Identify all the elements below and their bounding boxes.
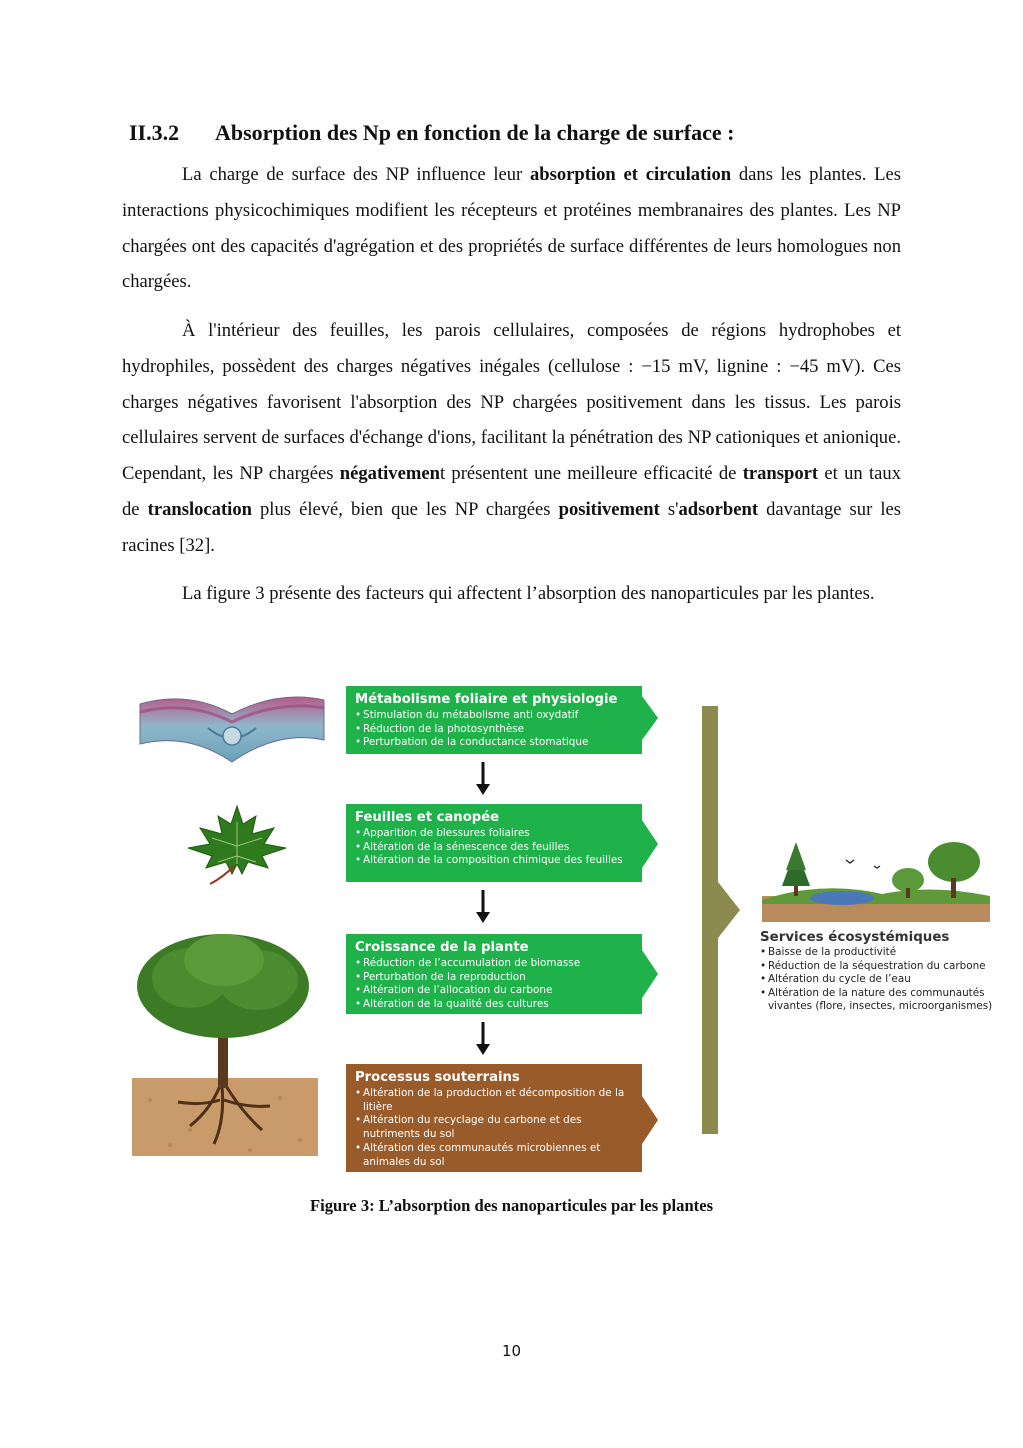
box-item: • Stimulation du métabolisme anti oxydatif <box>355 709 632 723</box>
chevron-right-icon <box>642 820 658 868</box>
figure-caption: Figure 3: L’absorption des nanoparticules par les plantes <box>309 1196 714 1215</box>
text-run: t présentent une meilleure efficacité de <box>439 463 743 485</box>
box-title: Processus souterrains <box>355 1070 520 1085</box>
box-title: Métabolisme foliaire et physiologie <box>355 692 618 707</box>
chevron-right-icon <box>642 696 658 740</box>
bold-text: absorption et circulation <box>530 164 732 185</box>
box-title: Feuilles et canopée <box>355 810 500 825</box>
chevron-right-icon <box>642 950 658 998</box>
box-items <box>355 1087 632 1169</box>
box-item: • Altération de la qualité des cultures <box>355 998 632 1012</box>
box-item: • Réduction de l’accumulation de biomasse <box>355 957 632 971</box>
tree-with-roots-image <box>130 930 320 1160</box>
box-item: • Perturbation de la reproduction <box>355 971 632 985</box>
box-underground-processes <box>346 1064 642 1172</box>
box-item: • Perturbation de la conductance stomatique <box>355 736 632 750</box>
bold-text: transport <box>742 463 819 485</box>
flow-arrow <box>690 704 742 1136</box>
box-item: • Altération de la production et décomposition de la litière <box>355 1087 632 1114</box>
box-items <box>355 709 632 750</box>
paragraph-1 <box>122 157 901 300</box>
box-items <box>355 957 632 1012</box>
text-run: La charge de surface des NP influence leur <box>182 164 530 185</box>
box-item: • Altération de la sénescence des feuilles <box>355 841 632 855</box>
page-number: 10 <box>501 1342 522 1360</box>
maple-leaf-image <box>182 802 292 886</box>
bold-text: positivement <box>558 498 660 520</box>
bold-text: adsorbent <box>678 498 759 520</box>
text-run: et un taux de <box>122 463 901 520</box>
services-item: • Baisse de la productivité <box>760 946 996 960</box>
box-title: Croissance de la plante <box>355 940 529 955</box>
arrow-down-icon <box>476 1022 490 1056</box>
ecosystem-services <box>760 930 996 1014</box>
paragraph-2 <box>122 313 901 564</box>
text-run: La figure 3 présente des facteurs qui affectent l’absorption des nanoparticules par les plantes. <box>182 583 875 604</box>
box-foliar-metabolism <box>346 686 642 754</box>
chevron-right-icon <box>642 1096 658 1144</box>
text-run: dans les plantes. Les interactions physicochimiques modifient les récepteurs et protéines membranaires des plantes. Les NP chargées ont des capacités d'agrégation et des propriétés de surface différentes de leurs homologues non chargées. <box>122 164 901 293</box>
services-title: Services écosystémiques <box>760 930 950 945</box>
text-run: À l'intérieur des feuilles, les parois cellulaires, composées de régions hydrophobes et hydrophiles, possèdent des charges négatives inégales (cellulose : −15 mV, lignine : −45 mV). Ces charges négatives favorisent l'absorption des NP chargées positivement dans les tissus. Les parois cellulaires servent de surfaces d'échange d'ions, facilitant la pénétration des NP cationiques et anionique. Cependant, les NP chargées <box>122 320 901 485</box>
box-items <box>355 827 632 868</box>
bold-text: négativemen <box>339 463 440 485</box>
section-heading <box>129 120 734 146</box>
arrow-down-icon <box>476 890 490 924</box>
services-items <box>760 946 996 1014</box>
text-run: plus élevé, bien que les NP chargées <box>251 498 559 520</box>
box-item: • Réduction de la photosynthèse <box>355 723 632 737</box>
arrow-down-icon <box>476 762 490 796</box>
services-item: • Altération de la nature des communautés vivantes (flore, insectes, microorganismes) <box>760 987 996 1014</box>
paragraph-3 <box>122 576 901 612</box>
services-item: • Altération du cycle de l’eau <box>760 973 996 987</box>
section-title: Absorption des Np en fonction de la charge de surface : <box>215 120 735 145</box>
ecosystem-landscape-image <box>762 840 990 924</box>
text-run: s' <box>659 498 679 520</box>
section-number: II.3.2 <box>129 120 180 145</box>
box-item: • Apparition de blessures foliaires <box>355 827 632 841</box>
text-run: davantage sur les racines [32]. <box>122 498 901 556</box>
figure-3 <box>130 680 1000 1180</box>
leaf-cross-section-image <box>138 688 326 768</box>
box-item: • Altération de la composition chimique des feuilles <box>355 854 632 868</box>
services-item: • Réduction de la séquestration du carbone <box>760 960 996 974</box>
box-item: • Altération du recyclage du carbone et des nutriments du sol <box>355 1114 632 1141</box>
bold-text: translocation <box>147 498 252 520</box>
box-item: • Altération des communautés microbiennes et animales du sol <box>355 1142 632 1169</box>
box-item: • Altération de l’allocation du carbone <box>355 984 632 998</box>
box-plant-growth <box>346 934 642 1014</box>
box-leaves-canopy <box>346 804 642 882</box>
